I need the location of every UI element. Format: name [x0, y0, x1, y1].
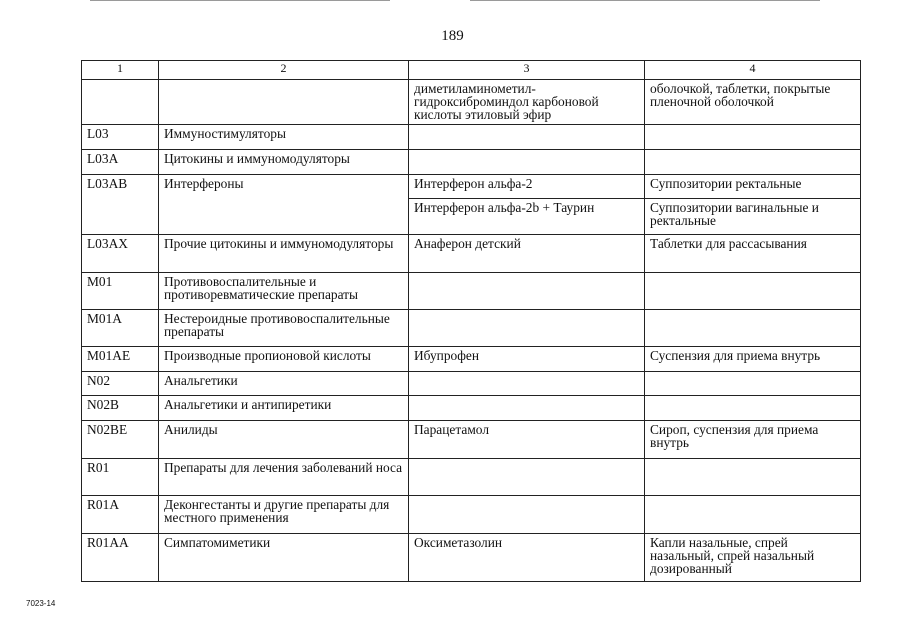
drug-name-cell: Оксиметазолин — [409, 534, 645, 582]
top-rule-right — [470, 0, 820, 1]
header-col-3: 3 — [409, 61, 645, 80]
drug-name-cell: Интерферон альфа-2b + Таурин — [409, 199, 645, 235]
drug-table — [81, 60, 861, 582]
dosage-form-cell — [645, 125, 861, 150]
table-row — [82, 459, 861, 496]
atc-code-cell: R01 — [82, 459, 159, 496]
atc-code-cell: M01AE — [82, 347, 159, 372]
group-name-cell: Иммуностимуляторы — [159, 125, 409, 150]
dosage-form-cell: Суппозитории вагинальные и ректальные — [645, 199, 861, 235]
drug-name-cell — [409, 396, 645, 421]
atc-code-cell — [82, 80, 159, 125]
dosage-form-cell — [645, 396, 861, 421]
drug-name-cell: диметиламинометил-гидроксиброминдол карбоновой кислоты этиловый эфир — [409, 80, 645, 125]
table-row — [82, 80, 861, 125]
top-rule-left — [90, 0, 390, 1]
group-name-cell: Производные пропионовой кислоты — [159, 347, 409, 372]
group-name-cell: Цитокины и иммуномодуляторы — [159, 150, 409, 175]
header-col-2: 2 — [159, 61, 409, 80]
table-row — [82, 421, 861, 459]
atc-code-cell: N02 — [82, 372, 159, 396]
atc-code-cell: L03AX — [82, 235, 159, 273]
dosage-form-cell: Таблетки для рассасывания — [645, 235, 861, 273]
dosage-form-cell: Капли назальные, спрей назальный, спрей назальный дозированный — [645, 534, 861, 582]
atc-code-cell: M01A — [82, 310, 159, 347]
table-row — [82, 347, 861, 372]
drug-name-cell — [409, 150, 645, 175]
drug-name-cell: Парацетамол — [409, 421, 645, 459]
drug-name-cell — [409, 125, 645, 150]
dosage-form-cell — [645, 372, 861, 396]
drug-name-cell — [409, 496, 645, 534]
header-col-4: 4 — [645, 61, 861, 80]
group-name-cell: Прочие цитокины и иммуномодуляторы — [159, 235, 409, 273]
table-row — [82, 396, 861, 421]
drug-name-cell — [409, 273, 645, 310]
group-name-cell: Препараты для лечения заболеваний носа — [159, 459, 409, 496]
atc-code-cell: N02BE — [82, 421, 159, 459]
dosage-form-cell: оболочкой, таблетки, покрытые пленочной оболочкой — [645, 80, 861, 125]
group-name-cell: Анальгетики и антипиретики — [159, 396, 409, 421]
group-name-cell: Анилиды — [159, 421, 409, 459]
drug-name-cell — [409, 459, 645, 496]
atc-code-cell: R01AA — [82, 534, 159, 582]
table-row — [82, 372, 861, 396]
atc-code-cell: L03AB — [82, 175, 159, 235]
dosage-form-cell — [645, 496, 861, 534]
group-name-cell: Симпатомиметики — [159, 534, 409, 582]
drug-name-cell: Интерферон альфа-2 — [409, 175, 645, 199]
table-row — [82, 235, 861, 273]
atc-code-cell: L03A — [82, 150, 159, 175]
atc-code-cell: R01A — [82, 496, 159, 534]
drug-name-cell: Ибупрофен — [409, 347, 645, 372]
table-row — [82, 125, 861, 150]
atc-code-cell: M01 — [82, 273, 159, 310]
drug-name-cell: Анаферон детский — [409, 235, 645, 273]
table-row — [82, 496, 861, 534]
header-col-1: 1 — [82, 61, 159, 80]
drug-name-cell — [409, 310, 645, 347]
dosage-form-cell — [645, 459, 861, 496]
dosage-form-cell — [645, 310, 861, 347]
dosage-form-cell: Суппозитории ректальные — [645, 175, 861, 199]
group-name-cell — [159, 80, 409, 125]
group-name-cell: Деконгестанты и другие препараты для местного применения — [159, 496, 409, 534]
table-row — [82, 534, 861, 582]
atc-code-cell: L03 — [82, 125, 159, 150]
group-name-cell: Интерфероны — [159, 175, 409, 235]
dosage-form-cell: Сироп, суспензия для приема внутрь — [645, 421, 861, 459]
atc-code-cell: N02B — [82, 396, 159, 421]
table-row — [82, 175, 861, 199]
table-row — [82, 273, 861, 310]
group-name-cell: Анальгетики — [159, 372, 409, 396]
table-row — [82, 310, 861, 347]
page-number: 189 — [441, 28, 464, 44]
table-row — [82, 150, 861, 175]
group-name-cell: Нестероидные противовоспалительные препараты — [159, 310, 409, 347]
dosage-form-cell: Суспензия для приема внутрь — [645, 347, 861, 372]
group-name-cell: Противовоспалительные и противоревматические препараты — [159, 273, 409, 310]
dosage-form-cell — [645, 150, 861, 175]
footer-doc-code: 7023-14 — [26, 599, 56, 608]
table-header-row — [82, 61, 861, 80]
drug-name-cell — [409, 372, 645, 396]
dosage-form-cell — [645, 273, 861, 310]
